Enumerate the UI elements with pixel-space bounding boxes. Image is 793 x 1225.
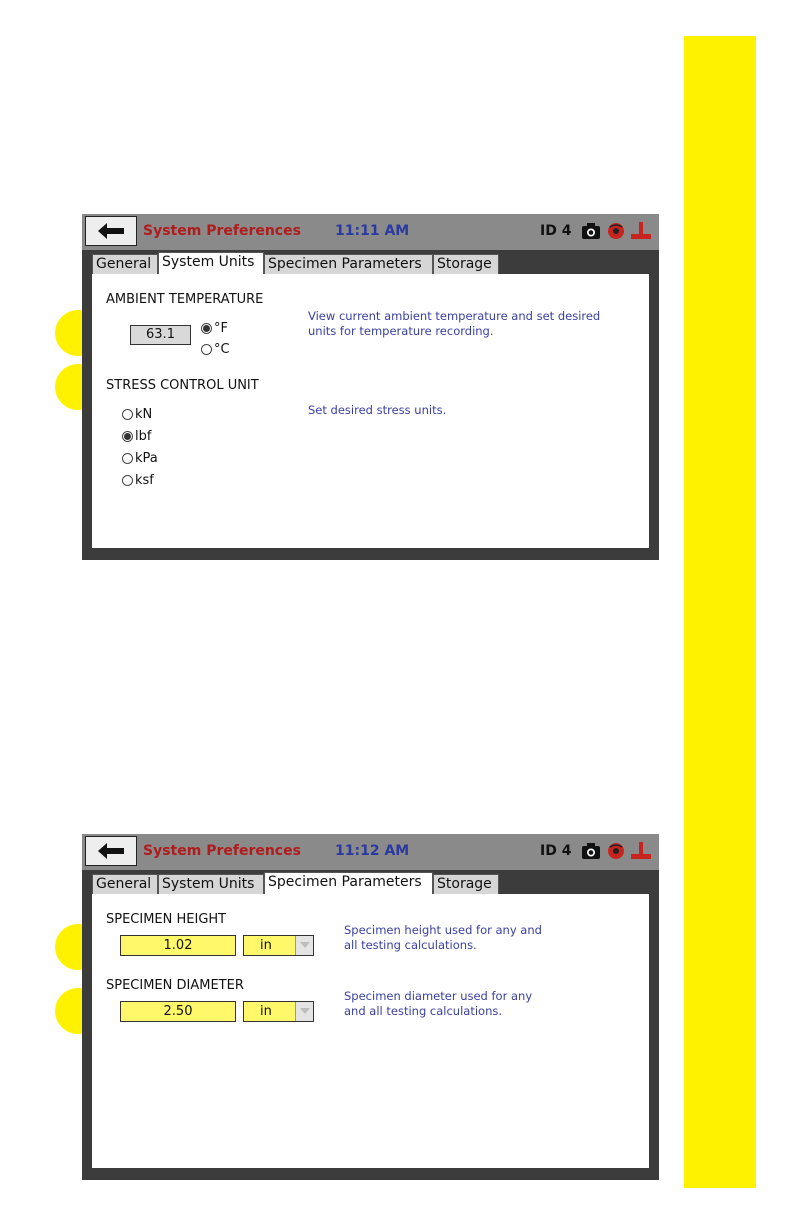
tab-general[interactable]: General bbox=[92, 874, 158, 894]
tab-general[interactable]: General bbox=[92, 254, 158, 274]
specimen-height-input[interactable]: 1.02 bbox=[120, 935, 236, 956]
tab-system-units[interactable]: System Units bbox=[158, 252, 264, 274]
radio-dot bbox=[122, 431, 133, 442]
chevron-down-icon bbox=[295, 936, 313, 955]
screen-specimen-parameters bbox=[82, 834, 659, 1180]
back-button[interactable] bbox=[85, 216, 137, 246]
device-id: ID 4 bbox=[540, 223, 572, 239]
selected-unit: in bbox=[260, 938, 272, 953]
radio-kn[interactable] bbox=[122, 407, 152, 422]
stress-description: Set desired stress units. bbox=[308, 403, 447, 417]
specimen-parameters-panel bbox=[92, 894, 649, 1168]
radio-kpa[interactable] bbox=[122, 451, 158, 466]
tab-storage[interactable]: Storage bbox=[433, 254, 499, 274]
camera-icon[interactable] bbox=[581, 842, 601, 860]
specimen-diameter-label: SPECIMEN DIAMETER bbox=[106, 978, 244, 993]
screen-system-units bbox=[82, 214, 659, 560]
system-units-panel bbox=[92, 274, 649, 548]
header-bar bbox=[82, 214, 659, 250]
yellow-side-tab bbox=[684, 36, 756, 1188]
tab-specimen-parameters[interactable]: Specimen Parameters bbox=[264, 872, 433, 894]
load-frame-icon[interactable] bbox=[629, 222, 653, 242]
network-globe-icon[interactable] bbox=[607, 222, 625, 240]
camera-icon[interactable] bbox=[581, 222, 601, 240]
specimen-height-unit-select[interactable] bbox=[243, 935, 314, 956]
header-bar bbox=[82, 834, 659, 870]
network-globe-icon[interactable] bbox=[607, 842, 625, 860]
radio-fahrenheit[interactable] bbox=[201, 321, 228, 336]
specimen-diameter-description: Specimen diameter used for any and all testing calculations. bbox=[344, 989, 533, 1018]
chevron-down-icon bbox=[295, 1002, 313, 1021]
back-arrow-icon bbox=[96, 842, 126, 860]
tab-storage[interactable]: Storage bbox=[433, 874, 499, 894]
radio-dot bbox=[122, 409, 133, 420]
radio-dot bbox=[201, 323, 212, 334]
tab-system-units[interactable]: System Units bbox=[158, 874, 264, 894]
ambient-temperature-label: AMBIENT TEMPERATURE bbox=[106, 292, 264, 307]
header-time: 11:11 AM bbox=[335, 223, 410, 239]
ambient-temperature-value: 63.1 bbox=[130, 325, 191, 345]
radio-dot bbox=[122, 453, 133, 464]
specimen-diameter-input[interactable]: 2.50 bbox=[120, 1001, 236, 1022]
load-frame-icon[interactable] bbox=[629, 842, 653, 862]
back-arrow-icon bbox=[96, 222, 126, 240]
header-title: System Preferences bbox=[143, 843, 301, 859]
radio-celsius[interactable] bbox=[201, 342, 230, 357]
radio-lbf[interactable] bbox=[122, 429, 151, 444]
radio-dot bbox=[201, 344, 212, 355]
stress-control-unit-label: STRESS CONTROL UNIT bbox=[106, 378, 259, 393]
radio-label: ksf bbox=[135, 473, 154, 488]
header-title: System Preferences bbox=[143, 223, 301, 239]
radio-ksf[interactable] bbox=[122, 473, 154, 488]
specimen-height-description: Specimen height used for any and all testing calculations. bbox=[344, 923, 542, 952]
radio-label: °C bbox=[214, 342, 230, 357]
header-time: 11:12 AM bbox=[335, 843, 410, 859]
radio-label: °F bbox=[214, 321, 228, 336]
specimen-height-label: SPECIMEN HEIGHT bbox=[106, 912, 227, 927]
back-button[interactable] bbox=[85, 836, 137, 866]
ambient-description: View current ambient temperature and set desired units for temperature recording. bbox=[308, 309, 601, 338]
tab-specimen-parameters[interactable]: Specimen Parameters bbox=[264, 254, 433, 274]
radio-label: lbf bbox=[135, 429, 152, 444]
selected-unit: in bbox=[260, 1004, 272, 1019]
radio-label: kN bbox=[135, 407, 153, 422]
radio-dot bbox=[122, 475, 133, 486]
specimen-diameter-unit-select[interactable] bbox=[243, 1001, 314, 1022]
device-id: ID 4 bbox=[540, 843, 572, 859]
radio-label: kPa bbox=[135, 451, 158, 466]
